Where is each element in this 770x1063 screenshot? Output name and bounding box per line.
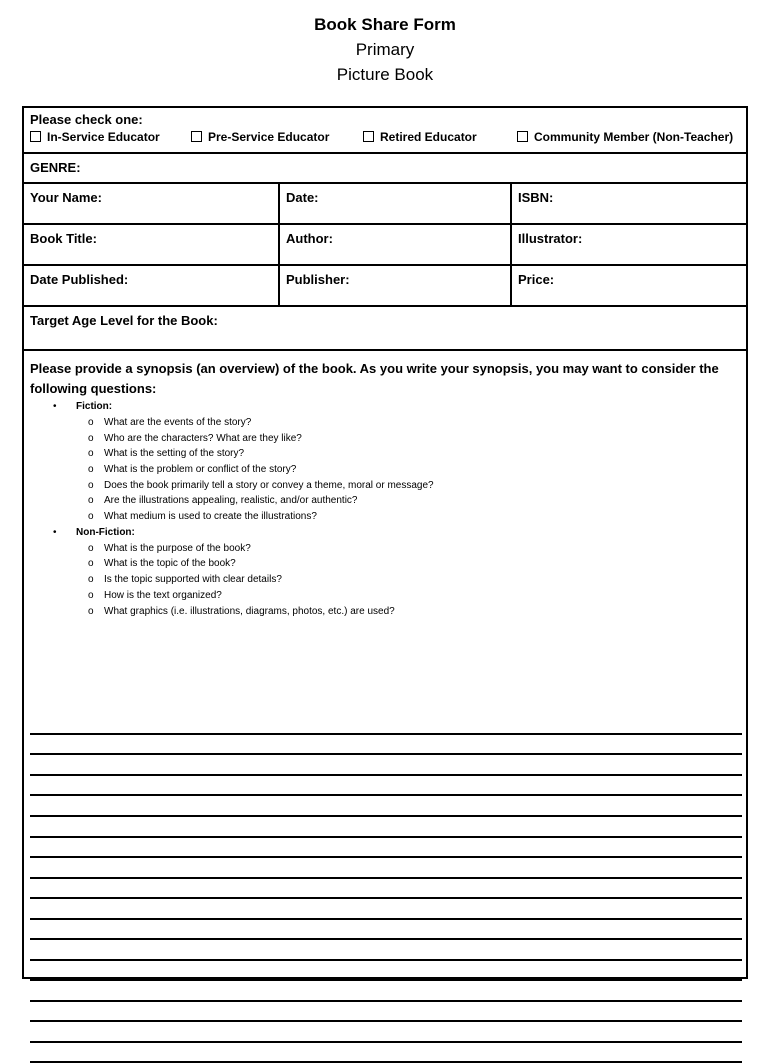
synopsis-section [24,351,746,977]
isbn-field[interactable]: ISBN: [510,184,746,223]
publisher-field[interactable]: Publisher: [278,266,510,305]
list-item: How is the text organized? [104,590,222,601]
check-one-label: Please check one: [30,112,143,127]
list-item: What are the events of the story? [104,417,252,428]
writing-line[interactable] [30,733,742,735]
bullet-icon: • [53,527,57,538]
name-date-isbn-row [24,184,746,225]
writing-line[interactable] [30,815,742,817]
writing-line[interactable] [30,794,742,796]
list-item: What is the problem or conflict of the story? [104,464,297,475]
writing-line[interactable] [30,1041,742,1043]
non-fiction-label: Non-Fiction: [76,527,135,538]
pre-service-educator-checkbox[interactable]: Pre-Service Educator [191,130,329,144]
writing-line[interactable] [30,979,742,981]
writing-line[interactable] [30,753,742,755]
list-item: What medium is used to create the illustrations? [104,511,317,522]
target-age-label: Target Age Level for the Book: [30,313,218,328]
list-item: Does the book primarily tell a story or convey a theme, moral or message? [104,480,434,491]
writing-line[interactable] [30,774,742,776]
synopsis-prompt: Please provide a synopsis (an overview) of the book. As you write your synopsis, you may want to consider the following questions: [30,361,719,396]
author-field[interactable]: Author: [278,225,510,264]
writing-line[interactable] [30,836,742,838]
list-item: What is the purpose of the book? [104,543,251,554]
circle-bullet-icon: o [88,606,94,617]
date-published-field[interactable]: Date Published: [30,272,129,287]
form-subtitle-primary: Primary [355,40,415,59]
circle-bullet-icon: o [88,464,94,475]
circle-bullet-icon: o [88,543,94,554]
book-title-field[interactable]: Book Title: [30,231,97,246]
writing-line[interactable] [30,877,742,879]
checkbox-icon [30,131,41,142]
checkbox-icon [363,131,374,142]
fiction-label: Fiction: [76,401,113,412]
title-author-illustrator-row [24,225,746,266]
writing-line[interactable] [30,1020,742,1022]
form-title: Book Share Form [314,15,456,34]
retired-educator-checkbox[interactable]: Retired Educator [363,130,477,144]
published-publisher-price-row [24,266,746,307]
writing-line[interactable] [30,856,742,858]
list-item: What graphics (i.e. illustrations, diagrams, photos, etc.) are used? [104,606,395,617]
circle-bullet-icon: o [88,417,94,428]
genre-row[interactable] [24,154,746,184]
in-service-educator-checkbox[interactable]: In-Service Educator [30,130,160,144]
list-item: Are the illustrations appealing, realistic, and/or authentic? [104,495,358,506]
price-field[interactable]: Price: [510,266,746,305]
list-item: What is the topic of the book? [104,558,236,569]
your-name-field[interactable]: Your Name: [30,190,102,205]
form-header [0,12,770,87]
list-item: What is the setting of the story? [104,448,245,459]
circle-bullet-icon: o [88,495,94,506]
checkbox-icon [517,131,528,142]
circle-bullet-icon: o [88,590,94,601]
writing-line[interactable] [30,938,742,940]
target-age-row[interactable] [24,307,746,351]
circle-bullet-icon: o [88,480,94,491]
list-item: Is the topic supported with clear details? [104,574,282,585]
writing-line[interactable] [30,897,742,899]
illustrator-field[interactable]: Illustrator: [510,225,746,264]
bullet-icon: • [53,401,57,412]
writing-line[interactable] [30,918,742,920]
book-share-form [22,106,748,979]
list-item: Who are the characters? What are they like? [104,433,302,444]
genre-label: GENRE: [30,160,81,175]
date-field[interactable]: Date: [278,184,510,223]
circle-bullet-icon: o [88,574,94,585]
circle-bullet-icon: o [88,511,94,522]
form-subtitle-picture-book: Picture Book [336,65,434,84]
community-member-checkbox[interactable]: Community Member (Non-Teacher) [517,130,733,144]
writing-line[interactable] [30,959,742,961]
circle-bullet-icon: o [88,433,94,444]
checkbox-icon [191,131,202,142]
circle-bullet-icon: o [88,558,94,569]
circle-bullet-icon: o [88,448,94,459]
reviewer-type-row [24,108,746,154]
writing-line[interactable] [30,1000,742,1002]
